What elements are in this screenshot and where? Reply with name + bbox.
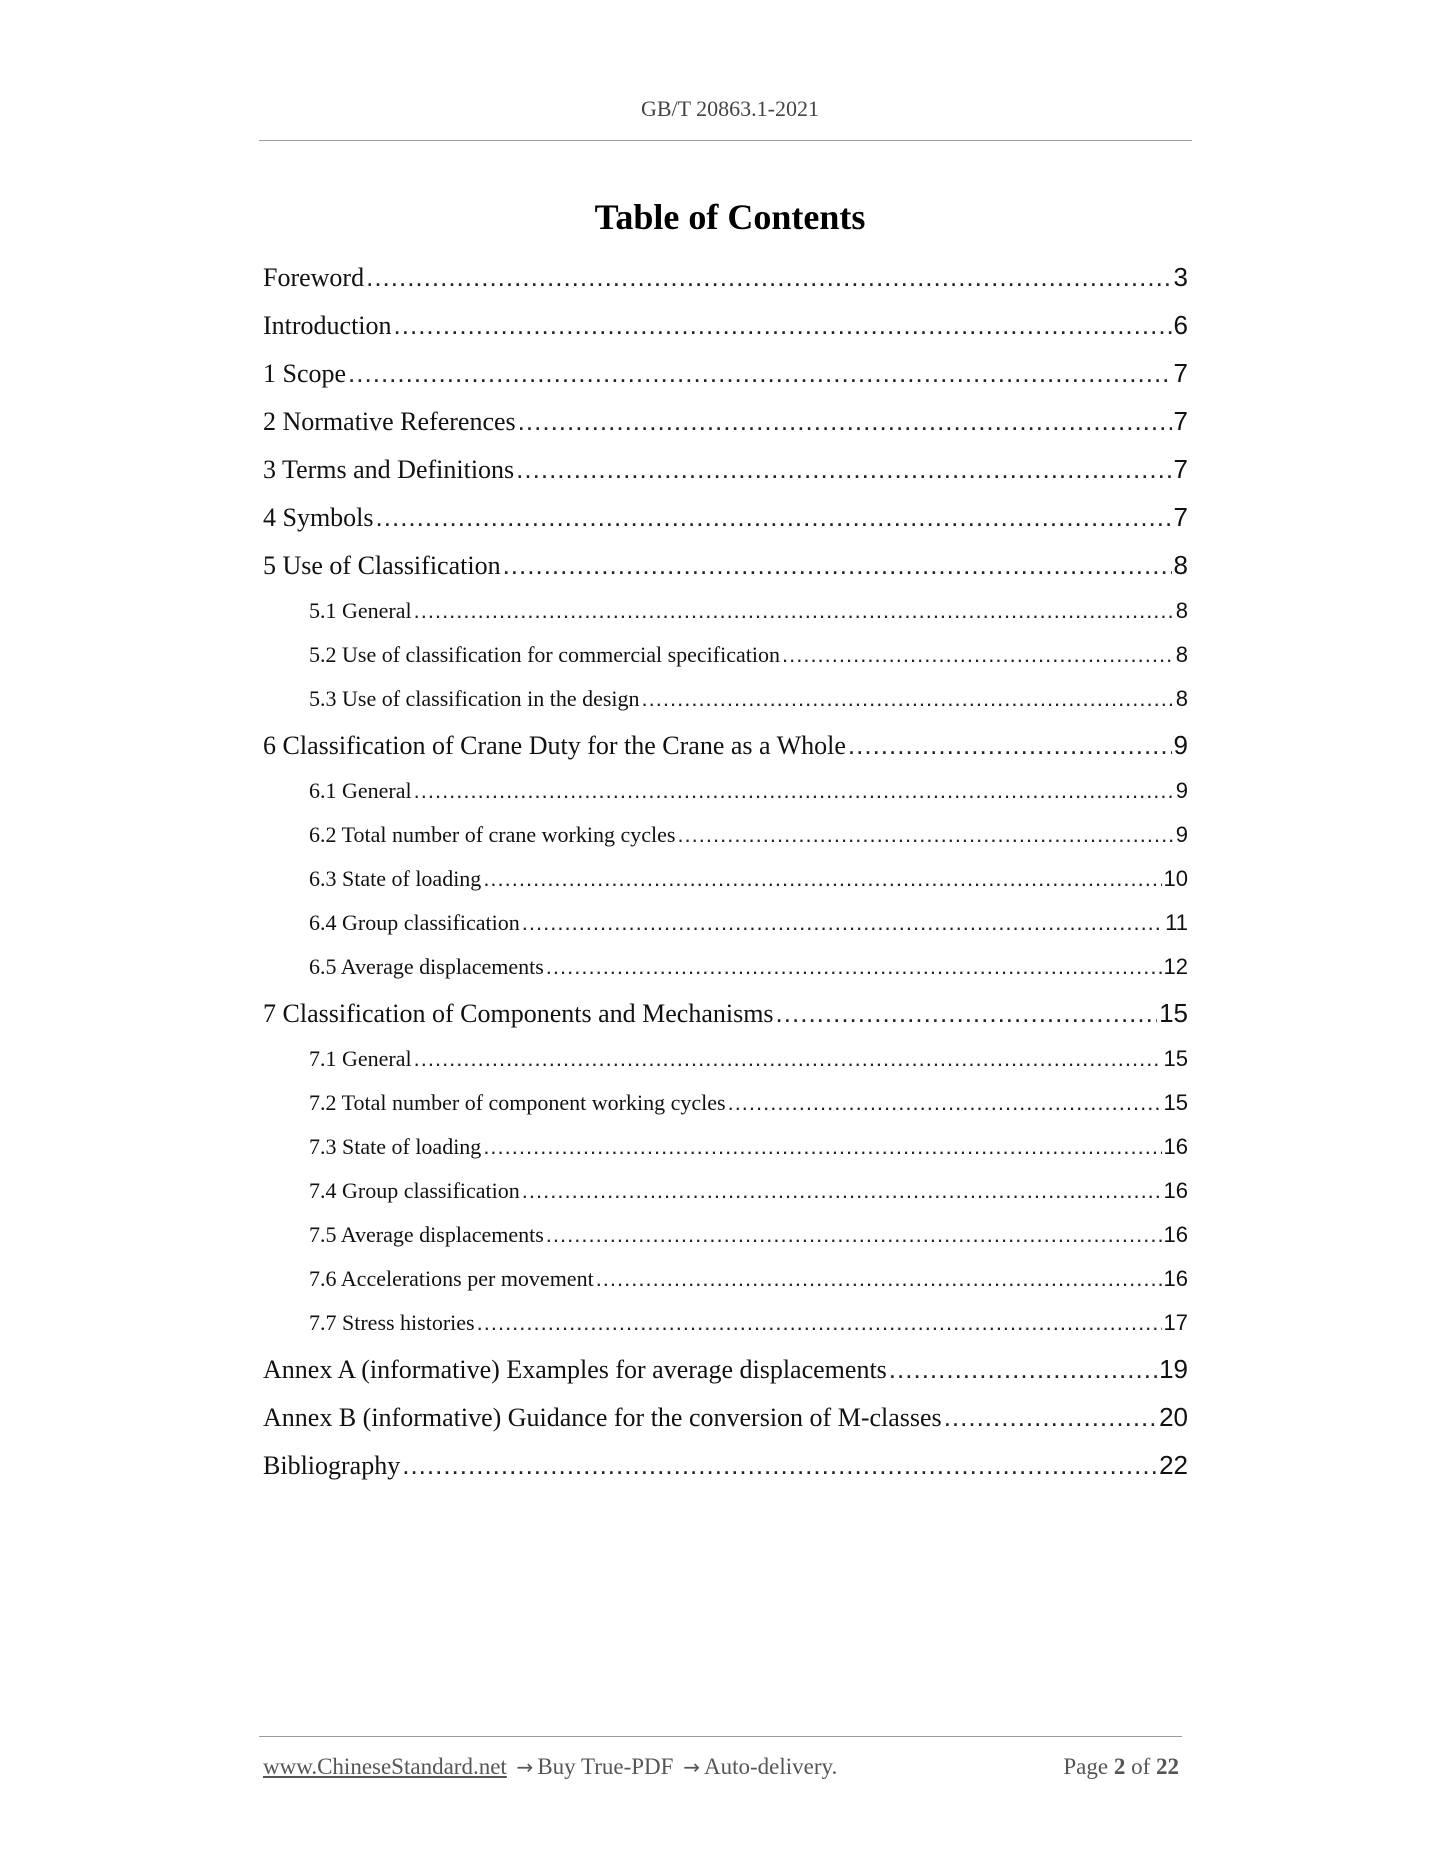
dot-leader — [677, 822, 1173, 848]
toc-entry-label: 6.5 Average displacements — [309, 954, 544, 979]
toc-entry-label: Foreword — [263, 263, 365, 292]
dot-leader — [522, 1178, 1162, 1204]
header-divider — [259, 140, 1192, 141]
toc-page-number: 7 — [1173, 406, 1188, 436]
dot-leader — [394, 310, 1172, 341]
toc-page-number: 8 — [1173, 550, 1188, 580]
dot-leader — [516, 454, 1171, 485]
buy-pdf-text: Buy True-PDF — [537, 1754, 674, 1779]
toc-entry-label: 7.7 Stress histories — [309, 1310, 475, 1335]
toc-entry-label: 7 Classification of Components and Mechanisms — [263, 999, 774, 1028]
dot-leader — [889, 1354, 1157, 1385]
toc-subentry[interactable] — [263, 686, 1188, 730]
dot-leader — [348, 358, 1171, 389]
page-title: Table of Contents — [594, 197, 866, 237]
toc-subentry[interactable] — [263, 954, 1188, 998]
toc-entry-label: 1 Scope — [263, 359, 347, 388]
toc-page-number: 16 — [1163, 1134, 1188, 1159]
toc-entry[interactable] — [263, 502, 1188, 550]
dot-leader — [782, 642, 1174, 668]
dot-leader — [642, 686, 1174, 712]
toc-entry[interactable] — [263, 550, 1188, 598]
dot-leader — [483, 1134, 1161, 1160]
footer-divider — [259, 1736, 1182, 1737]
toc-page-number: 10 — [1163, 866, 1188, 891]
dot-leader — [483, 866, 1161, 892]
toc-entry-label: 5.3 Use of classification in the design — [309, 686, 640, 711]
toc-entry-label: Annex A (informative) Examples for average displacements — [263, 1355, 887, 1384]
toc-entry-label: 6.3 State of loading — [309, 866, 482, 891]
toc-page-number: 15 — [1163, 1090, 1188, 1115]
toc-entry-label: Introduction — [263, 311, 392, 340]
toc-entry[interactable] — [263, 1402, 1188, 1450]
current-page-number: 2 — [1113, 1754, 1126, 1779]
of-word: of — [1131, 1754, 1151, 1779]
dot-leader — [366, 262, 1171, 293]
toc-entry[interactable] — [263, 1450, 1188, 1498]
toc-subentry[interactable] — [263, 1090, 1188, 1134]
page-word: Page — [1063, 1754, 1109, 1779]
dot-leader — [518, 406, 1172, 437]
toc-entry-label: 7.6 Accelerations per movement — [309, 1266, 594, 1291]
toc-page-number: 16 — [1163, 1222, 1188, 1247]
toc-entry-label: 7.1 General — [309, 1046, 412, 1071]
toc-page-number: 15 — [1163, 1046, 1188, 1071]
dot-leader — [402, 1450, 1157, 1481]
toc-page-number: 11 — [1165, 910, 1188, 935]
toc-entry-label: 7.3 State of loading — [309, 1134, 482, 1159]
toc-entry-label: 6 Classification of Crane Duty for the Crane as a Whole — [263, 731, 846, 760]
toc-page-number: 20 — [1159, 1402, 1188, 1432]
toc-entry[interactable] — [263, 454, 1188, 502]
dot-leader — [944, 1402, 1157, 1433]
dot-leader — [546, 1222, 1162, 1248]
arrow-right-icon: → — [683, 1755, 700, 1779]
toc-entry-label: 5.2 Use of classification for commercial specification — [309, 642, 780, 667]
page-indicator — [1063, 1754, 1179, 1780]
toc-page-number: 7 — [1173, 358, 1188, 388]
toc-entry-label: 6.1 General — [309, 778, 412, 803]
document-code-header: GB/T 20863.1-2021 — [640, 96, 820, 121]
toc-entry[interactable] — [263, 310, 1188, 358]
dot-leader — [522, 910, 1163, 936]
table-of-contents — [263, 262, 1188, 1498]
dot-leader — [414, 598, 1174, 624]
toc-page-number: 22 — [1159, 1450, 1188, 1480]
toc-page-number: 17 — [1163, 1310, 1188, 1335]
toc-entry-label: 5.1 General — [309, 598, 412, 623]
toc-page-number: 15 — [1159, 998, 1188, 1028]
dot-leader — [503, 550, 1172, 581]
toc-page-number: 7 — [1173, 454, 1188, 484]
toc-page-number: 7 — [1173, 502, 1188, 532]
toc-subentry[interactable] — [263, 822, 1188, 866]
toc-subentry[interactable] — [263, 778, 1188, 822]
auto-delivery-text: Auto-delivery. — [703, 1754, 838, 1779]
toc-entry[interactable] — [263, 262, 1188, 310]
toc-entry-label: 3 Terms and Definitions — [263, 455, 515, 484]
dot-leader — [546, 954, 1162, 980]
toc-page-number: 8 — [1175, 598, 1188, 623]
toc-entry-label: Bibliography — [263, 1451, 401, 1480]
toc-entry[interactable] — [263, 406, 1188, 454]
dot-leader — [596, 1266, 1162, 1292]
total-page-number: 22 — [1156, 1754, 1179, 1779]
toc-entry[interactable] — [263, 730, 1188, 778]
toc-page-number: 16 — [1163, 1178, 1188, 1203]
toc-subentry[interactable] — [263, 1266, 1188, 1310]
dot-leader — [776, 998, 1158, 1029]
toc-entry-label: 5 Use of Classification — [263, 551, 501, 580]
toc-entry[interactable] — [263, 998, 1188, 1046]
toc-entry-label: 2 Normative References — [263, 407, 516, 436]
toc-entry-label: Annex B (informative) Guidance for the conversion of M-classes — [263, 1403, 942, 1432]
toc-subentry[interactable] — [263, 1046, 1188, 1090]
toc-page-number: 6 — [1173, 310, 1188, 340]
arrow-right-icon: → — [516, 1755, 534, 1779]
toc-entry-label: 7.4 Group classification — [309, 1178, 520, 1203]
toc-page-number: 9 — [1175, 778, 1188, 803]
toc-entry[interactable] — [263, 358, 1188, 406]
toc-subentry[interactable] — [263, 642, 1188, 686]
toc-entry-label: 6.4 Group classification — [309, 910, 520, 935]
toc-subentry[interactable] — [263, 1134, 1188, 1178]
toc-subentry[interactable] — [263, 866, 1188, 910]
dot-leader — [414, 1046, 1162, 1072]
toc-page-number: 8 — [1175, 642, 1188, 667]
toc-entry-label: 7.2 Total number of component working cycles — [309, 1090, 726, 1115]
toc-entry-label: 4 Symbols — [263, 503, 374, 532]
toc-page-number: 9 — [1173, 730, 1188, 760]
toc-page-number: 19 — [1159, 1354, 1188, 1384]
toc-subentry[interactable] — [263, 1178, 1188, 1222]
toc-page-number: 16 — [1163, 1266, 1188, 1291]
toc-page-number: 9 — [1175, 822, 1188, 847]
toc-entry-label: 7.5 Average displacements — [309, 1222, 544, 1247]
toc-entry[interactable] — [263, 1354, 1188, 1402]
toc-subentry[interactable] — [263, 598, 1188, 642]
toc-entry-label: 6.2 Total number of crane working cycles — [309, 822, 676, 847]
toc-subentry[interactable] — [263, 1310, 1188, 1354]
toc-subentry[interactable] — [263, 1222, 1188, 1266]
toc-page-number: 8 — [1175, 686, 1188, 711]
website-link[interactable]: www.ChineseStandard.net — [263, 1754, 507, 1779]
dot-leader — [376, 502, 1172, 533]
toc-page-number: 12 — [1163, 954, 1188, 979]
dot-leader — [728, 1090, 1162, 1116]
dot-leader — [414, 778, 1174, 804]
toc-page-number: 3 — [1173, 262, 1188, 292]
footer-promo — [263, 1754, 837, 1780]
toc-subentry[interactable] — [263, 910, 1188, 954]
dot-leader — [477, 1310, 1162, 1336]
dot-leader — [848, 730, 1172, 761]
